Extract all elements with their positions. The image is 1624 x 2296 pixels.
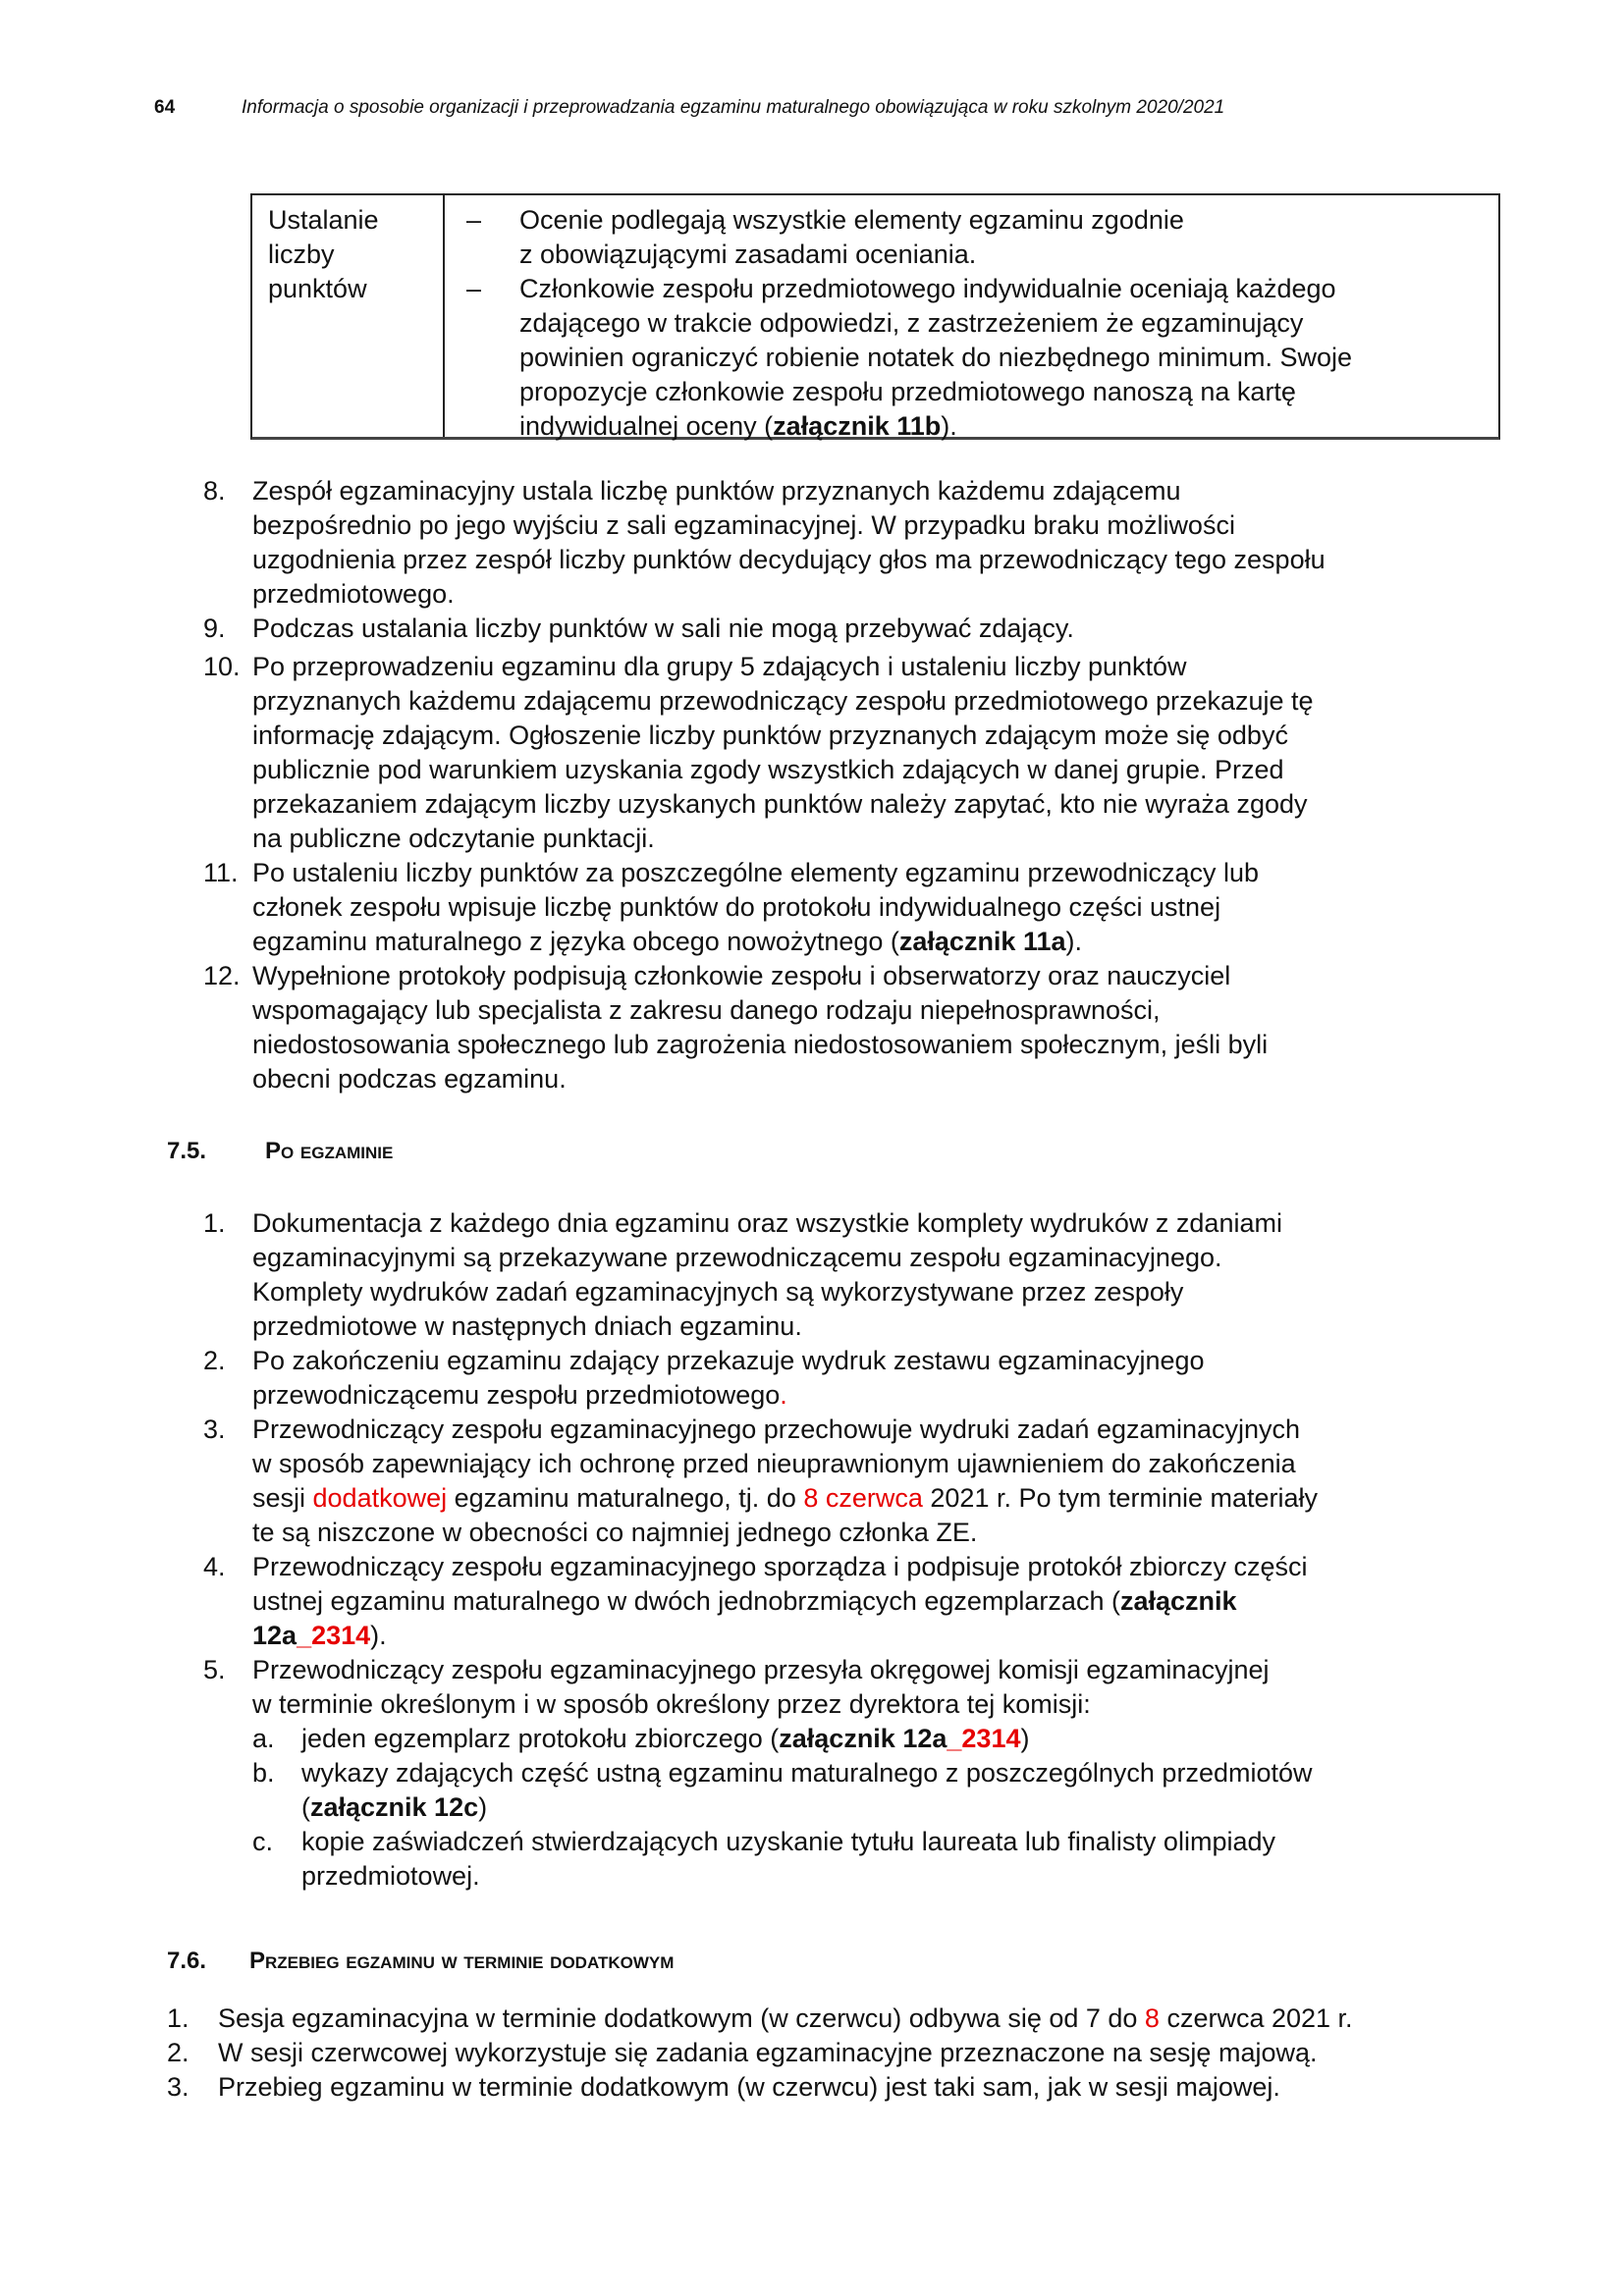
attachment-ref: załącznik 11b bbox=[773, 411, 942, 441]
text-line: propozycje członkowie zespołu przedmiotowego nanoszą na kartę bbox=[519, 377, 1296, 406]
text-span: ) bbox=[1020, 1724, 1030, 1753]
text-line: przyznanych każdemu zdającemu przewodniczący zespołu przedmiotowego przekazuje tę bbox=[252, 686, 1314, 716]
section-number: 7.5. bbox=[167, 1138, 207, 1164]
text-line bbox=[252, 1584, 1519, 1619]
text-line: Po zakończeniu egzaminu zdający przekazuje wydruk zestawu egzaminacyjnego bbox=[252, 1346, 1205, 1375]
table-bullet bbox=[460, 272, 1489, 444]
text-line bbox=[252, 925, 1519, 959]
text-span: jeden egzemplarz protokołu zbiorczego ( bbox=[301, 1724, 780, 1753]
text-line: W sesji czerwcowej wykorzystuje się zadania egzaminacyjne przeznaczone na sesję majową. bbox=[218, 2038, 1318, 2067]
text-span: ). bbox=[941, 411, 957, 441]
table-bullet bbox=[460, 203, 1489, 272]
sub-list-item bbox=[252, 1722, 1519, 1756]
sub-item-letter: c. bbox=[252, 1827, 274, 1856]
text-span: ( bbox=[301, 1792, 310, 1822]
text-line: kopie zaświadczeń stwierdzających uzyskanie tytułu laureata lub finalisty olimpiady bbox=[301, 1827, 1275, 1856]
sub-list-item bbox=[252, 1825, 1519, 1894]
item-number: 1. bbox=[203, 1208, 226, 1238]
text-line: uzgodnienia przez zespół liczby punktów decydujący głos ma przewodniczący tego zespołu bbox=[252, 545, 1326, 574]
item-number: 3. bbox=[203, 1415, 226, 1444]
text-line: przedmiotowej. bbox=[301, 1861, 480, 1891]
list-item bbox=[203, 959, 1519, 1096]
text-span: ). bbox=[370, 1621, 387, 1650]
list-item bbox=[203, 650, 1519, 856]
list-item bbox=[203, 1653, 1519, 1894]
text-line: przekazaniem zdającym liczby uzyskanych punktów należy zapytać, kto nie wyraża zgody bbox=[252, 789, 1308, 819]
text-line: Przewodniczący zespołu egzaminacyjnego przesyła okręgowej komisji egzaminacyjnej bbox=[252, 1655, 1270, 1684]
text-line: Członkowie zespołu przedmiotowego indywidualnie oceniają każdego bbox=[519, 274, 1336, 303]
text-span: ustnej egzaminu maturalnego w dwóch jednobrzmiących egzemplarzach ( bbox=[252, 1586, 1120, 1616]
text-span: 2021 r. Po tym terminie materiały bbox=[922, 1483, 1319, 1513]
text-line bbox=[252, 1378, 1519, 1413]
text-line: informację zdającym. Ogłoszenie liczby punktów przyznanych zdającym może się odbyć bbox=[252, 721, 1288, 750]
text-line: bezpośrednio po jego wyjściu z sali egzaminacyjnej. W przypadku braku możliwości bbox=[252, 510, 1235, 540]
text-line: Wypełnione protokoły podpisują członkowie zespołu i obserwatorzy oraz nauczyciel bbox=[252, 961, 1231, 990]
text-line: Zespół egzaminacyjny ustala liczbę punktów przyznanych każdemu zdającemu bbox=[252, 476, 1181, 506]
list-item bbox=[167, 2036, 1542, 2070]
text-line: przedmiotowe w następnych dniach egzaminu. bbox=[252, 1311, 802, 1341]
text-line: członek zespołu wpisuje liczbę punktów do protokołu indywidualnego części ustnej bbox=[252, 892, 1221, 922]
text-line: Po przeprowadzeniu egzaminu dla grupy 5 zdających i ustaleniu liczby punktów bbox=[252, 652, 1187, 681]
table-row-content bbox=[460, 203, 1489, 444]
list-item bbox=[203, 612, 1519, 646]
header-title: Informacja o sposobie organizacji i przeprowadzania egzaminu maturalnego obowiązująca w roku szkolnym 2020/2021 bbox=[242, 97, 1225, 118]
text-line: Dokumentacja z każdego dnia egzaminu oraz wszystkie komplety wydruków z zdaniami bbox=[252, 1208, 1282, 1238]
label-line: punktów bbox=[268, 274, 367, 303]
attachment-ref: załącznik 11a bbox=[898, 927, 1066, 956]
text-line bbox=[301, 1722, 1519, 1756]
item-number: 12. bbox=[203, 961, 241, 990]
item-number: 10. bbox=[203, 652, 241, 681]
section-title: Po egzaminie bbox=[265, 1138, 394, 1164]
attachment-ref: załącznik 12a bbox=[779, 1724, 947, 1753]
text-span: Sesja egzaminacyjna w terminie dodatkowym (w czerwcu) odbywa się od 7 do bbox=[218, 2003, 1145, 2033]
list-item bbox=[203, 856, 1519, 959]
red-highlight: _2314 bbox=[947, 1724, 1021, 1753]
text-line: wspomagający lub specjalista z zakresu danego rodzaju niepełnosprawności, bbox=[252, 995, 1161, 1025]
text-line: egzaminacyjnymi są przekazywane przewodniczącemu zespołu egzaminacyjnego. bbox=[252, 1243, 1222, 1272]
text-span: ). bbox=[1065, 927, 1083, 956]
page-number: 64 bbox=[154, 97, 176, 118]
attachment-ref: załącznik bbox=[1119, 1586, 1237, 1616]
list-item bbox=[167, 2002, 1542, 2036]
text-line bbox=[519, 409, 1489, 444]
list-item bbox=[203, 1344, 1519, 1413]
text-line: obecni podczas egzaminu. bbox=[252, 1064, 567, 1094]
section-number: 7.6. bbox=[167, 1948, 207, 1974]
text-line: Podczas ustalania liczby punktów w sali nie mogą przebywać zdający. bbox=[252, 614, 1074, 643]
sub-item-letter: b. bbox=[252, 1758, 275, 1788]
item-number: 2. bbox=[203, 1346, 226, 1375]
numbered-list-after-exam bbox=[203, 1206, 1519, 1894]
text-line: w terminie określonym i w sposób określony przez dyrektora tej komisji: bbox=[252, 1689, 1091, 1719]
label-line: liczby bbox=[268, 240, 335, 269]
text-line: Ocenie podlegają wszystkie elementy egzaminu zgodnie bbox=[519, 205, 1184, 235]
text-line bbox=[218, 2002, 1542, 2036]
sub-item-letter: a. bbox=[252, 1724, 275, 1753]
dash-bullet-icon: – bbox=[466, 274, 482, 303]
text-line: Przewodniczący zespołu egzaminacyjnego sporządza i podpisuje protokół zbiorczy części bbox=[252, 1552, 1308, 1581]
text-span: ) bbox=[478, 1792, 488, 1822]
item-number: 9. bbox=[203, 614, 226, 643]
text-line: te są niszczone w obecności co najmniej jednego członka ZE. bbox=[252, 1518, 978, 1547]
list-item bbox=[203, 1206, 1519, 1344]
text-line: z obowiązującymi zasadami oceniania. bbox=[519, 240, 977, 269]
section-title: Przebieg egzaminu w terminie dodatkowym bbox=[249, 1948, 675, 1974]
text-line: Po ustaleniu liczby punktów za poszczególne elementy egzaminu przewodniczący lub bbox=[252, 858, 1260, 887]
item-number: 4. bbox=[203, 1552, 226, 1581]
text-line: Przebieg egzaminu w terminie dodatkowym (w czerwcu) jest taki sam, jak w sesji majowej. bbox=[218, 2072, 1280, 2102]
text-line: zdającego w trakcie odpowiedzi, z zastrzeżeniem że egzaminujący bbox=[519, 308, 1304, 338]
table-divider bbox=[443, 195, 445, 437]
red-highlight: dodatkowej bbox=[312, 1483, 448, 1513]
item-number: 5. bbox=[203, 1655, 226, 1684]
text-line bbox=[252, 1481, 1519, 1516]
text-line: wykazy zdających część ustną egzaminu maturalnego z poszczególnych przedmiotów bbox=[301, 1758, 1313, 1788]
dash-bullet-icon: – bbox=[466, 205, 482, 235]
item-number: 1. bbox=[167, 2003, 189, 2033]
text-line: na publiczne odczytanie punktacji. bbox=[252, 824, 655, 853]
red-highlight: 8 bbox=[1144, 2003, 1160, 2033]
attachment-ref: załącznik 12c bbox=[310, 1792, 479, 1822]
item-number: 8. bbox=[203, 476, 226, 506]
red-highlight: _2314 bbox=[297, 1621, 371, 1650]
item-number: 11. bbox=[203, 858, 239, 887]
text-line: niedostosowania społecznego lub zagrożenia niedostosowaniem społecznym, jeśli byli bbox=[252, 1030, 1269, 1059]
numbered-list-additional-term bbox=[167, 2002, 1542, 2105]
red-highlight: 8 czerwca bbox=[803, 1483, 923, 1513]
text-span: egzaminu maturalnego z języka obcego nowożytnego ( bbox=[252, 927, 899, 956]
text-span: indywidualnej oceny ( bbox=[519, 411, 774, 441]
red-mark: . bbox=[780, 1380, 787, 1410]
text-line bbox=[252, 1619, 1519, 1653]
text-line: Przewodniczący zespołu egzaminacyjnego przechowuje wydruki zadań egzaminacyjnych bbox=[252, 1415, 1301, 1444]
text-line: Komplety wydruków zadań egzaminacyjnych są wykorzystywane przez zespoły bbox=[252, 1277, 1184, 1307]
text-span: przewodniczącemu zespołu przedmiotowego bbox=[252, 1380, 781, 1410]
text-line: publicznie pod warunkiem uzyskania zgody wszystkich zdających w danej grupie. Przed bbox=[252, 755, 1284, 784]
text-span: egzaminu maturalnego, tj. do bbox=[447, 1483, 804, 1513]
text-span: czerwca 2021 r. bbox=[1159, 2003, 1353, 2033]
sub-list-item bbox=[252, 1756, 1519, 1825]
table-row-label bbox=[268, 203, 379, 306]
text-span: sesji bbox=[252, 1483, 313, 1513]
attachment-ref: 12a bbox=[252, 1621, 298, 1650]
numbered-list-procedure bbox=[203, 474, 1519, 1096]
scoring-table bbox=[250, 193, 1500, 440]
text-line: powinien ograniczyć robienie notatek do niezbędnego minimum. Swoje bbox=[519, 343, 1352, 372]
item-number: 2. bbox=[167, 2038, 189, 2067]
list-item bbox=[167, 2070, 1542, 2105]
item-number: 3. bbox=[167, 2072, 189, 2102]
text-line: przedmiotowego. bbox=[252, 579, 455, 609]
label-line: Ustalanie bbox=[268, 205, 379, 235]
text-line: w sposób zapewniający ich ochronę przed nieuprawnionym ujawnieniem do zakończenia bbox=[252, 1449, 1296, 1478]
list-item bbox=[203, 1413, 1519, 1550]
list-item bbox=[203, 1550, 1519, 1653]
text-line bbox=[301, 1790, 1519, 1825]
list-item bbox=[203, 474, 1519, 612]
